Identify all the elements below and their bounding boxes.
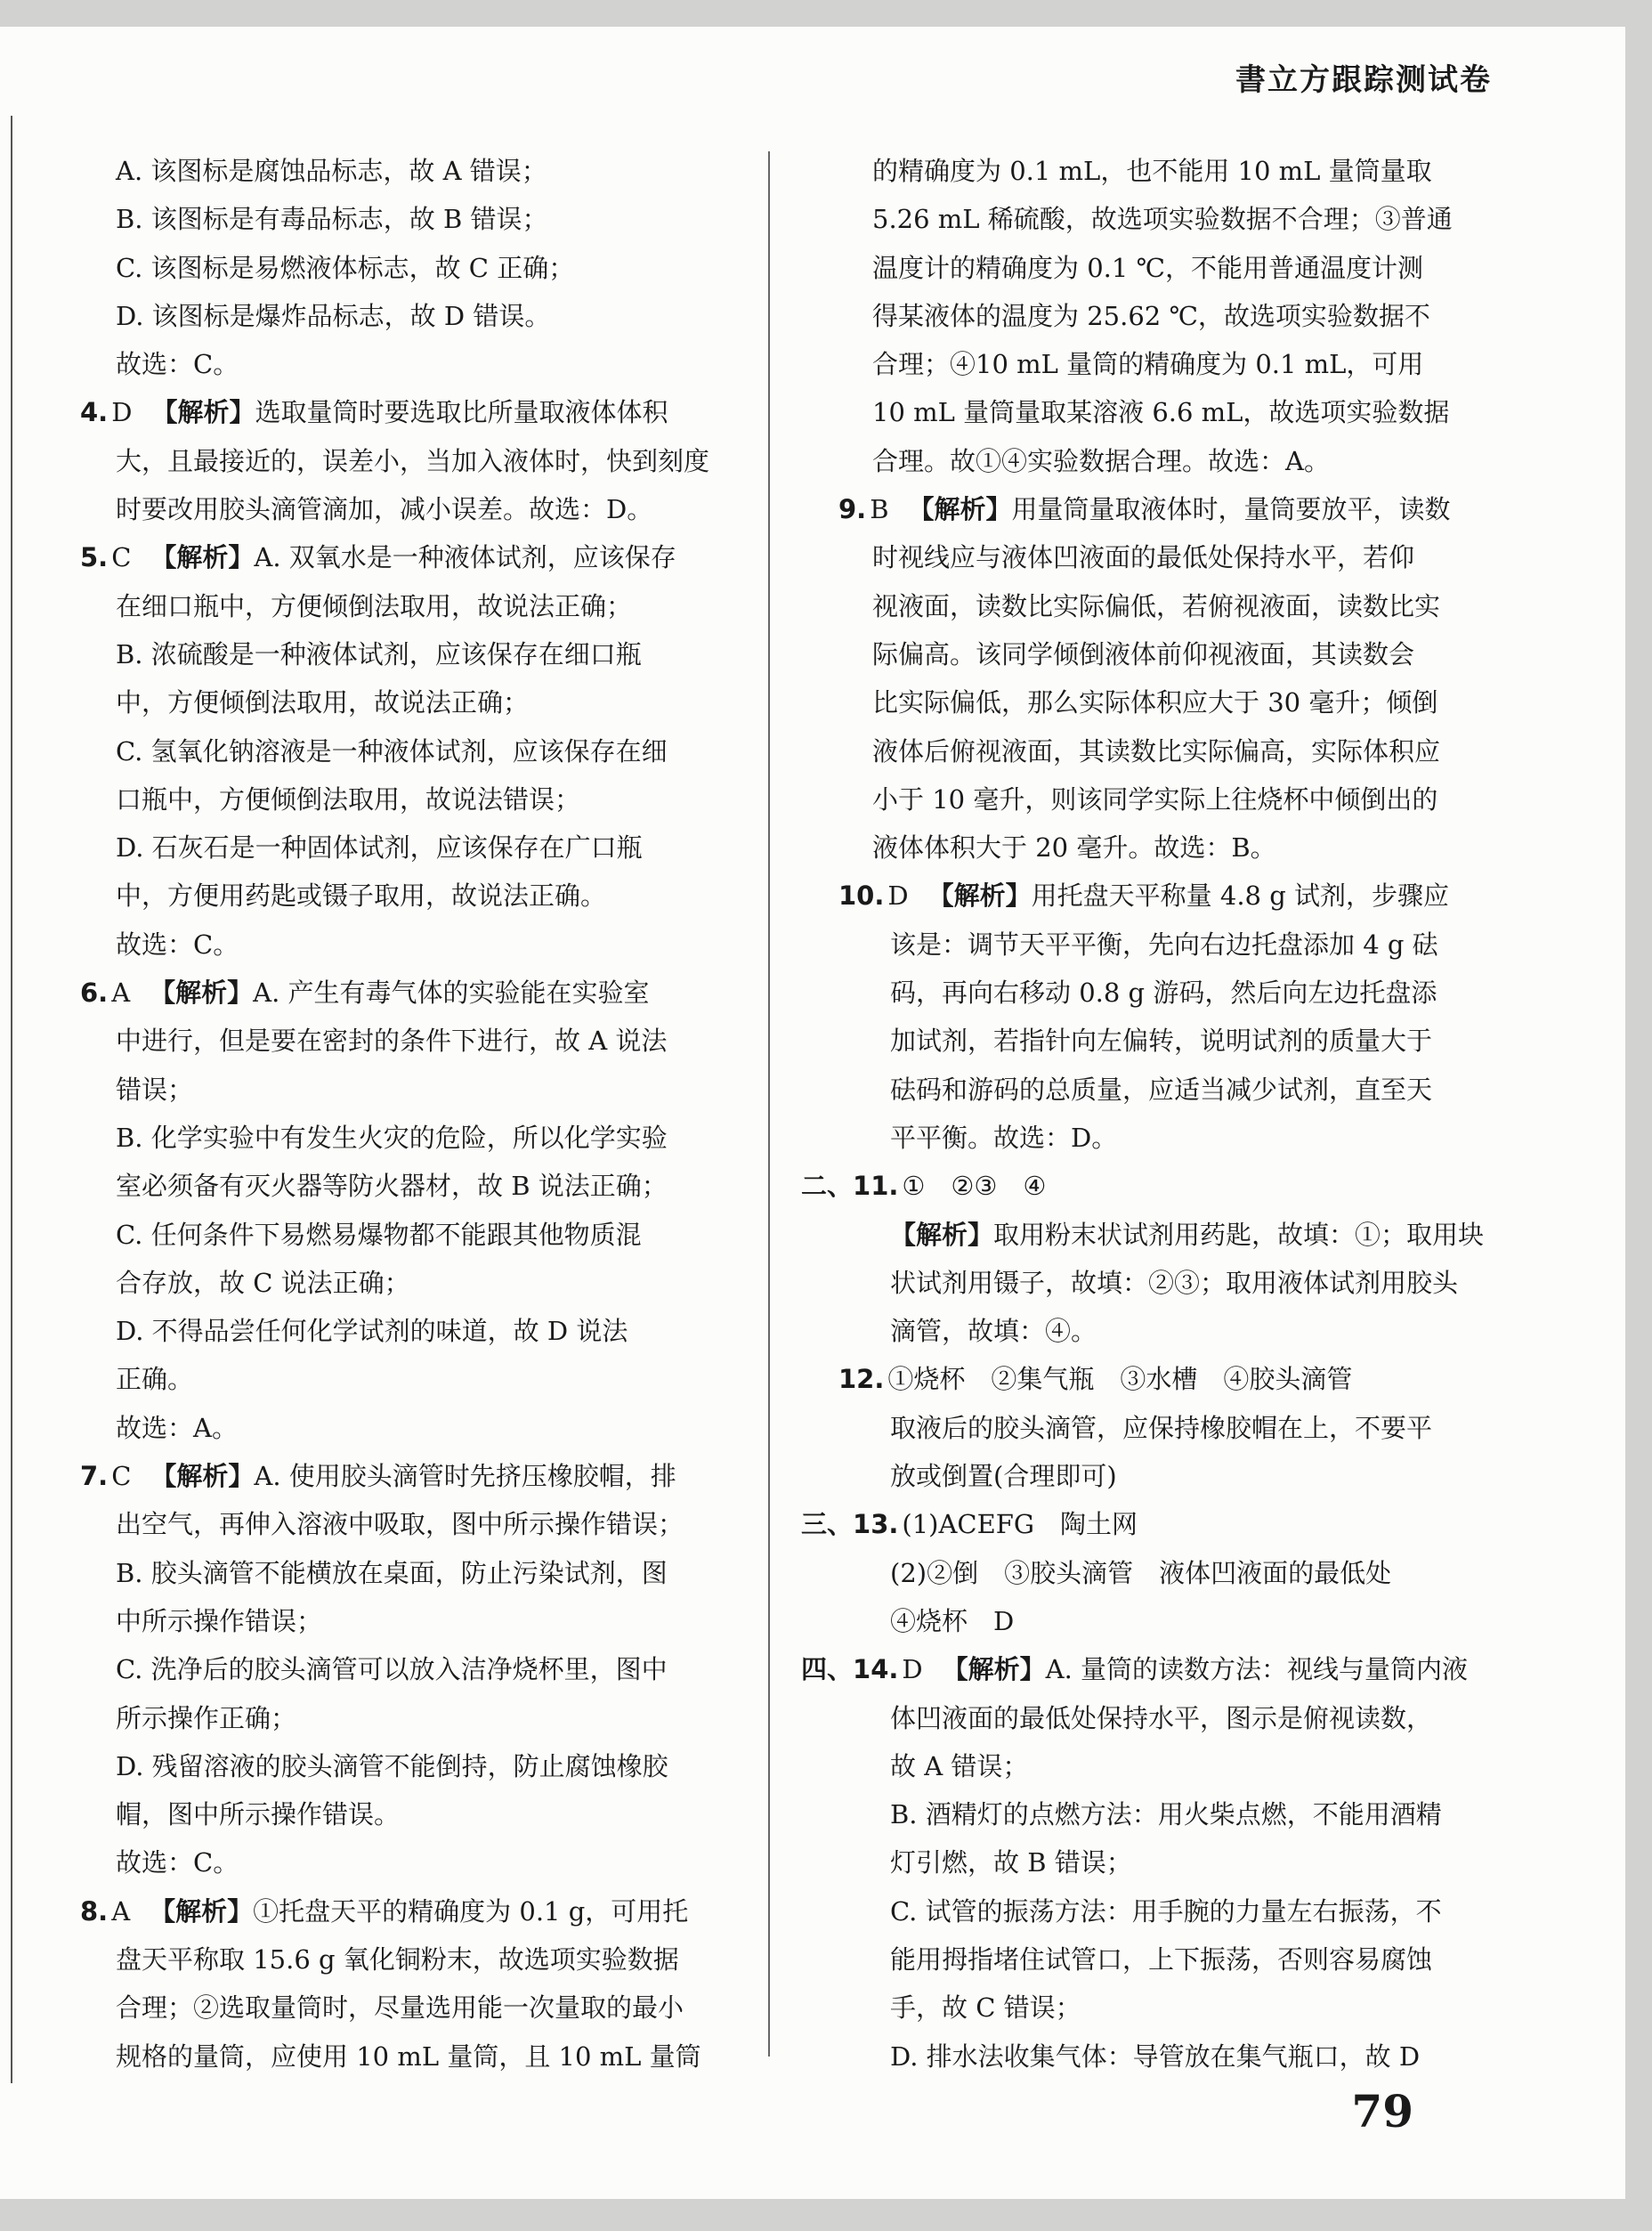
- line-text: D. 排水法收集气体：导管放在集气瓶口，故 D: [890, 2040, 1421, 2072]
- text-line: [80, 1597, 757, 1645]
- text-line: [801, 1114, 1513, 1162]
- text-line: [801, 533, 1513, 581]
- text-line: [801, 1984, 1513, 2032]
- line-text: 在细口瓶中，方便倾倒法取用，故说法正确；: [116, 590, 633, 621]
- text-line: [80, 1307, 757, 1355]
- text-line: [80, 1404, 757, 1452]
- line-text: 用量筒量取液体时，量筒要放平，读数: [1011, 494, 1451, 525]
- line-text: 加试剂，若指针向左偏转，说明试剂的质量大于: [890, 1026, 1433, 1057]
- text-line: [801, 1500, 1513, 1548]
- analysis-tag: 【解析】: [908, 494, 1012, 525]
- line-text: 时要改用胶头滴管滴加，减小误差。故选：D。: [116, 494, 653, 525]
- line-text: A. 使用胶头滴管时先挤压橡胶帽，排: [254, 1461, 676, 1492]
- text-line: [801, 775, 1513, 823]
- text-line: [801, 1162, 1513, 1210]
- line-text: 手，故 C 错误；: [890, 1992, 1081, 2024]
- text-line: [80, 1162, 757, 1210]
- text-line: [80, 1742, 757, 1790]
- question-number: 7.: [80, 1461, 109, 1492]
- line-text: 故选：C。: [116, 349, 239, 380]
- text-line: [80, 1452, 757, 1500]
- question-number: 9.: [838, 494, 867, 525]
- analysis-tag: 【解析】: [150, 978, 254, 1009]
- right-column: [801, 147, 1513, 2081]
- section-label: 三、: [801, 1509, 854, 1540]
- line-text: 该是：调节天平平衡，先向右边托盘添加 4 g 砝: [890, 929, 1438, 960]
- line-text: 取用粉末状试剂用药匙，故填：①；取用块: [993, 1219, 1485, 1250]
- answer-letter: B: [870, 494, 889, 525]
- line-text: 5.26 mL 稀硫酸，故选项实验数据不合理；③普通: [872, 204, 1453, 235]
- text-line: [80, 1549, 757, 1597]
- text-line: [801, 1694, 1513, 1742]
- text-line: [801, 1790, 1513, 1838]
- line-text: A. 双氧水是一种液体试剂，应该保存: [254, 542, 676, 573]
- line-text: C. 该图标是易燃液体标志，故 C 正确；: [116, 252, 575, 283]
- text-line: [80, 1790, 757, 1838]
- line-text: C. 任何条件下易燃易爆物都不能跟其他物质混: [116, 1219, 642, 1250]
- text-line: [801, 1549, 1513, 1597]
- line-text: 状试剂用镊子，故填：②③；取用液体试剂用胶头: [890, 1267, 1459, 1298]
- text-line: [801, 1935, 1513, 1984]
- text-line: [80, 1066, 757, 1114]
- analysis-tag: 【解析】: [150, 542, 255, 573]
- line-text: 帽，图中所示操作错误。: [116, 1799, 401, 1830]
- line-text: 视液面，读数比实际偏低，若俯视液面，读数比实: [872, 590, 1441, 621]
- text-line: [801, 969, 1513, 1017]
- answer-letter: C: [111, 1461, 132, 1492]
- line-text: (2)②倒 ③胶头滴管 液体凹液面的最低处: [890, 1557, 1392, 1588]
- analysis-tag: 【解析】: [890, 1219, 994, 1250]
- line-text: 室必须备有灭火器等防火器材，故 B 说法正确；: [116, 1171, 668, 1202]
- line-text: 滴管，故填：④。: [890, 1316, 1097, 1347]
- text-line: [80, 437, 757, 485]
- line-text: 中所示操作错误；: [116, 1605, 323, 1636]
- text-line: [80, 533, 757, 581]
- text-line: [80, 1645, 757, 1693]
- line-text: 比实际偏低，那么实际体积应大于 30 毫升；倾倒: [872, 687, 1438, 718]
- text-line: [80, 1259, 757, 1307]
- question-number: 8.: [80, 1895, 109, 1927]
- answer-letter: D: [902, 1654, 923, 1685]
- line-text: 际偏高。该同学倾倒液体前仰视液面，其读数会: [872, 638, 1415, 669]
- text-line: [801, 727, 1513, 775]
- question-number: 4.: [80, 397, 109, 428]
- text-line: [80, 1887, 757, 1935]
- line-text: 10 mL 量筒量取某溶液 6.6 mL，故选项实验数据: [872, 397, 1450, 428]
- text-line: [80, 1017, 757, 1065]
- analysis-tag: 【解析】: [927, 880, 1032, 912]
- column-divider: [768, 151, 770, 2057]
- text-line: [80, 2032, 757, 2081]
- text-line: [801, 388, 1513, 436]
- line-text: ① ②③ ④: [902, 1171, 1047, 1202]
- line-text: B. 该图标是有毒品标志，故 B 错误；: [116, 204, 548, 235]
- text-line: [801, 1017, 1513, 1065]
- text-line: [80, 1500, 757, 1548]
- text-line: [801, 244, 1513, 292]
- line-text: 平平衡。故选：D。: [890, 1122, 1118, 1153]
- text-line: [80, 775, 757, 823]
- section-label: 四、: [801, 1654, 854, 1685]
- text-line: [80, 872, 757, 920]
- text-line: [801, 1259, 1513, 1307]
- text-line: [801, 1211, 1513, 1259]
- line-text: 选取量筒时要选取比所量取液体体积: [255, 397, 668, 428]
- text-line: [801, 1597, 1513, 1645]
- text-line: [80, 1984, 757, 2032]
- left-column: [80, 147, 757, 2081]
- text-line: [80, 823, 757, 872]
- line-text: 所示操作正确；: [116, 1702, 297, 1733]
- text-line: [80, 1114, 757, 1162]
- text-line: [801, 1355, 1513, 1403]
- text-line: [801, 582, 1513, 630]
- text-line: [801, 147, 1513, 195]
- text-line: [80, 630, 757, 678]
- question-number: 11.: [853, 1171, 899, 1202]
- line-text: 小于 10 毫升，则该同学实际上往烧杯中倾倒出的: [872, 783, 1438, 815]
- text-line: [801, 1307, 1513, 1355]
- text-line: [80, 340, 757, 388]
- line-text: 液体后俯视液面，其读数比实际偏高，实际体积应: [872, 735, 1441, 767]
- line-text: 合理。故①④实验数据合理。故选：A。: [872, 445, 1330, 476]
- line-text: 合理；②选取量筒时，尽量选用能一次量取的最小: [116, 1992, 684, 2024]
- line-text: 时视线应与液体凹液面的最低处保持水平，若仰: [872, 542, 1415, 573]
- line-text: 得某液体的温度为 25.62 ℃，故选项实验数据不: [872, 300, 1430, 331]
- text-line: [801, 921, 1513, 969]
- line-text: D. 残留溶液的胶头滴管不能倒持，防止腐蚀橡胶: [116, 1750, 668, 1781]
- question-number: 10.: [838, 880, 885, 912]
- line-text: ①烧杯 ②集气瓶 ③水槽 ④胶头滴管: [887, 1364, 1353, 1395]
- line-text: ④烧杯 D: [890, 1605, 1015, 1636]
- line-text: 大，且最接近的，误差小，当加入液体时，快到刻度: [116, 445, 710, 476]
- text-line: [801, 437, 1513, 485]
- text-line: [801, 823, 1513, 872]
- analysis-tag: 【解析】: [151, 397, 255, 428]
- line-text: B. 浓硫酸是一种液体试剂，应该保存在细口瓶: [116, 638, 642, 669]
- line-text: 灯引燃，故 B 错误；: [890, 1847, 1132, 1878]
- text-line: [801, 2032, 1513, 2081]
- line-text: 用托盘天平称量 4.8 g 试剂，步骤应: [1031, 880, 1449, 912]
- text-line: [801, 678, 1513, 726]
- line-text: C. 洗净后的胶头滴管可以放入洁净烧杯里，图中: [116, 1654, 668, 1685]
- text-line: [80, 195, 757, 243]
- line-text: A. 产生有毒气体的实验能在实验室: [253, 978, 650, 1009]
- left-margin-rule: [11, 116, 12, 2083]
- question-number: 6.: [80, 978, 109, 1009]
- line-text: 正确。: [116, 1364, 194, 1395]
- line-text: 故选：C。: [116, 929, 239, 960]
- text-line: [801, 195, 1513, 243]
- text-line: [801, 1887, 1513, 1935]
- line-text: 规格的量筒，应使用 10 mL 量筒，且 10 mL 量筒: [116, 2040, 701, 2072]
- line-text: 液体体积大于 20 毫升。故选：B。: [872, 832, 1276, 864]
- text-line: [80, 727, 757, 775]
- answer-letter: C: [111, 542, 132, 573]
- line-text: B. 化学实验中有发生火灾的危险，所以化学实验: [116, 1122, 668, 1153]
- text-line: [80, 921, 757, 969]
- line-text: 取液后的胶头滴管，应保持橡胶帽在上，不要平: [890, 1412, 1433, 1443]
- text-line: [801, 630, 1513, 678]
- line-text: 砝码和游码的总质量，应适当减少试剂，直至天: [890, 1074, 1433, 1105]
- line-text: 中，方便用药匙或镊子取用，故说法正确。: [116, 880, 607, 912]
- question-number: 13.: [853, 1509, 899, 1540]
- text-line: [801, 1066, 1513, 1114]
- text-line: [80, 388, 757, 436]
- text-line: [801, 1645, 1513, 1693]
- line-text: ①托盘天平的精确度为 0.1 g，可用托: [253, 1895, 689, 1927]
- text-line: [801, 292, 1513, 340]
- text-line: [801, 872, 1513, 920]
- line-text: 错误；: [116, 1074, 194, 1105]
- line-text: 能用拇指堵住试管口，上下振荡，否则容易腐蚀: [890, 1943, 1433, 1975]
- line-text: 故选：C。: [116, 1847, 239, 1878]
- answer-letter: D: [887, 880, 909, 912]
- line-text: C. 试管的振荡方法：用手腕的力量左右振荡，不: [890, 1895, 1442, 1927]
- text-line: [801, 1404, 1513, 1452]
- line-text: 体凹液面的最低处保持水平，图示是俯视读数，: [890, 1702, 1433, 1733]
- line-text: 故 A 错误；: [890, 1750, 1029, 1781]
- text-line: [80, 292, 757, 340]
- question-number: 14.: [853, 1654, 899, 1685]
- question-number: 5.: [80, 542, 109, 573]
- answer-letter: D: [111, 397, 133, 428]
- analysis-tag: 【解析】: [942, 1654, 1046, 1685]
- line-text: 温度计的精确度为 0.1 ℃，不能用普通温度计测: [872, 252, 1423, 283]
- section-label: 二、: [801, 1171, 854, 1202]
- text-line: [80, 147, 757, 195]
- line-text: D. 石灰石是一种固体试剂，应该保存在广口瓶: [116, 832, 643, 864]
- text-line: [80, 678, 757, 726]
- text-line: [80, 1935, 757, 1984]
- text-line: [801, 1452, 1513, 1500]
- text-line: [80, 485, 757, 533]
- line-text: A. 量筒的读数方法：视线与量筒内液: [1045, 1654, 1469, 1685]
- answer-letter: A: [111, 978, 131, 1009]
- text-line: [80, 1694, 757, 1742]
- text-line: [80, 1838, 757, 1886]
- line-text: 中，方便倾倒法取用，故说法正确；: [116, 687, 530, 718]
- text-line: [801, 485, 1513, 533]
- line-text: 出空气，再伸入溶液中吸取，图中所示操作错误；: [116, 1509, 684, 1540]
- text-line: [80, 244, 757, 292]
- line-text: D. 该图标是爆炸品标志，故 D 错误。: [116, 300, 551, 331]
- line-text: A. 该图标是腐蚀品标志，故 A 错误；: [116, 156, 547, 186]
- line-text: 故选：A。: [116, 1412, 238, 1443]
- line-text: 合理；④10 mL 量筒的精确度为 0.1 mL，可用: [872, 349, 1424, 380]
- analysis-tag: 【解析】: [150, 1461, 255, 1492]
- line-text: 码，再向右移动 0.8 g 游码，然后向左边托盘添: [890, 978, 1437, 1009]
- line-text: 的精确度为 0.1 mL，也不能用 10 mL 量筒量取: [872, 156, 1432, 186]
- question-number: 12.: [838, 1364, 885, 1395]
- line-text: D. 不得品尝任何化学试剂的味道，故 D 说法: [116, 1316, 628, 1347]
- text-line: [80, 969, 757, 1017]
- text-line: [80, 1355, 757, 1403]
- line-text: 放或倒置(合理即可): [890, 1461, 1117, 1492]
- analysis-tag: 【解析】: [150, 1895, 254, 1927]
- line-text: B. 胶头滴管不能横放在桌面，防止污染试剂，图: [116, 1557, 668, 1588]
- text-line: [801, 1838, 1513, 1886]
- text-line: [80, 582, 757, 630]
- text-line: [801, 1742, 1513, 1790]
- line-text: 合存放，故 C 说法正确；: [116, 1267, 410, 1298]
- line-text: C. 氢氧化钠溶液是一种液体试剂，应该保存在细: [116, 735, 668, 767]
- line-text: 口瓶中，方便倾倒法取用，故说法错误；: [116, 783, 581, 815]
- text-line: [801, 340, 1513, 388]
- answer-letter: A: [111, 1895, 131, 1927]
- page-number: 79: [1351, 2085, 1413, 2138]
- text-line: [80, 1211, 757, 1259]
- page-header-title: 書立方跟踪测试卷: [1235, 62, 1492, 98]
- line-text: 盘天平称取 15.6 g 氧化铜粉末，故选项实验数据: [116, 1943, 679, 1975]
- line-text: 中进行，但是要在密封的条件下进行，故 A 说法: [116, 1026, 668, 1057]
- line-text: (1)ACEFG 陶土网: [902, 1509, 1138, 1540]
- line-text: B. 酒精灯的点燃方法：用火柴点燃，不能用酒精: [890, 1799, 1442, 1830]
